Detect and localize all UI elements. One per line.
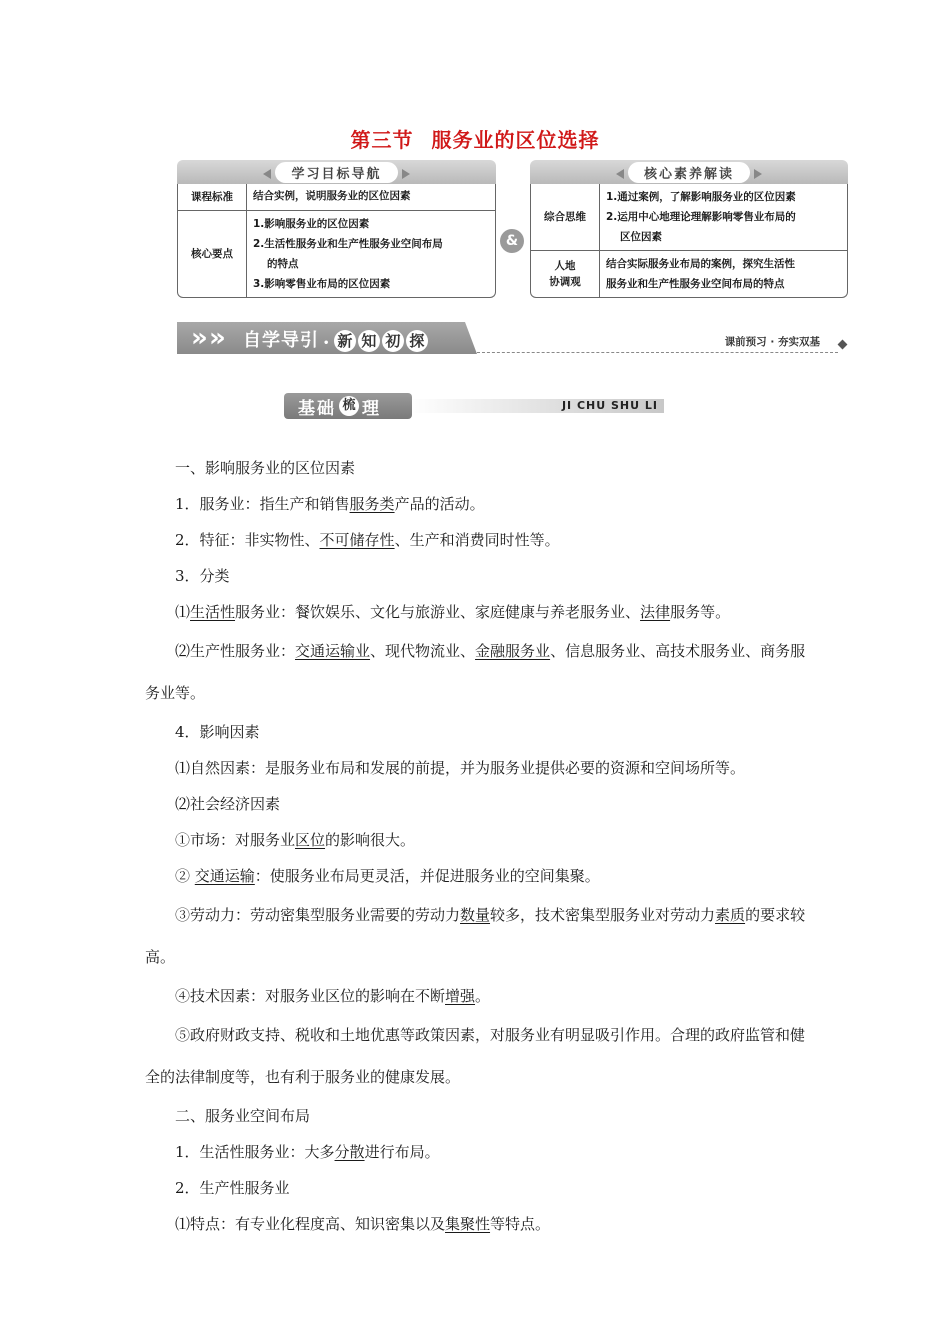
row-value: 结合实例，说明服务业的区位因素	[253, 190, 411, 202]
heading-2: 二、服务业空间布局	[175, 1107, 311, 1125]
section-banner	[177, 322, 848, 356]
core-literacy-table	[530, 184, 848, 298]
subsection-title: 基 础 梳 理	[284, 393, 412, 419]
row-key: 综合思维	[531, 184, 600, 250]
paragraph: ⑴生活性服务业：餐饮娱乐、文化与旅游业、家庭健康与养老服务业、法律服务等。	[175, 603, 731, 621]
arrow-right-icon	[754, 169, 762, 179]
page-title	[0, 124, 950, 153]
badge-char: 知	[358, 330, 380, 352]
paragraph: 2．特征：非实物性、不可储存性、生产和消费同时性等。	[175, 531, 560, 549]
paragraph: ⑴自然因素：是服务业布局和发展的前提，并为服务业提供必要的资源和空间场所等。	[175, 759, 746, 777]
diamond-icon	[838, 340, 848, 350]
arrow-left-icon	[263, 169, 271, 179]
learning-goals-table	[177, 184, 496, 298]
table-row	[178, 184, 495, 210]
section-title: 服务业的区位选择	[431, 128, 600, 152]
paragraph: ⑤政府财政支持、税收和土地优惠等政策因素，对服务业有明显吸引作用。合理的政府监管和健全的法律制度等，也有利于服务业的健康发展。	[145, 1026, 806, 1086]
table-row	[531, 184, 847, 250]
core-literacy-panel	[530, 160, 848, 298]
badge-char: 初	[382, 330, 404, 352]
table-row	[531, 250, 847, 297]
badge-char: 新	[334, 330, 356, 352]
core-literacy-header	[530, 160, 848, 184]
paragraph: ⑵生产性服务业：交通运输业、现代物流业、金融服务业、信息服务业、高技术服务业、商务服务业等。	[145, 642, 806, 702]
learning-goals-title: 学习目标导航	[275, 162, 397, 183]
ampersand-icon: &	[500, 229, 524, 253]
learning-goals-header	[177, 160, 496, 184]
paragraph: 4．影响因素	[175, 723, 260, 741]
badge-char: 梳	[339, 396, 359, 416]
paragraph: 3．分类	[175, 567, 230, 585]
paragraph: ④技术因素：对服务业区位的影响在不断增强。	[175, 987, 491, 1005]
table-row	[178, 210, 495, 297]
paragraph: ⑴特点：有专业化程度高、知识密集以及集聚性等特点。	[175, 1215, 551, 1233]
row-value: 1.影响服务业的区位因素 2.生活性服务业和生产性服务业空间布局 的特点 3.影响零售业布局的区位因素	[253, 218, 443, 290]
subsection-banner	[284, 393, 664, 419]
paragraph: ② 交通运输：使服务业布局更灵活，并促进服务业的空间集聚。	[175, 867, 600, 885]
paragraph: 1．服务业：指生产和销售服务类产品的活动。	[175, 495, 485, 513]
row-key: 核心要点	[178, 211, 247, 297]
row-key: 课程标准	[178, 184, 247, 210]
section-number: 第三节	[350, 128, 414, 152]
paragraph: ⑵社会经济因素	[175, 795, 281, 813]
row-key: 人地 协调观	[531, 251, 600, 297]
banner-title: 自学导引 • 新 知 初 探	[243, 326, 430, 352]
dashed-divider	[477, 352, 838, 353]
paragraph: ①市场：对服务业区位的影响很大。	[175, 831, 416, 849]
arrow-right-icon	[402, 169, 410, 179]
paragraph: 2．生产性服务业	[175, 1179, 290, 1197]
arrow-left-icon	[616, 169, 624, 179]
subsection-pinyin: JI CHU SHU LI	[561, 399, 658, 412]
row-value: 结合实际服务业布局的案例，探究生活性 服务业和生产性服务业空间布局的特点	[606, 258, 795, 290]
badge-char: 探	[406, 330, 428, 352]
learning-goals-panel	[177, 160, 496, 298]
chevron-right-icon: »	[191, 323, 208, 353]
row-value: 1.通过案例，了解影响服务业的区位因素 2.运用中心地理论理解影响零售业布局的 区位因素	[606, 191, 796, 243]
document-body	[145, 450, 817, 1242]
paragraph: ③劳动力：劳动密集型服务业需要的劳动力数量较多，技术密集型服务业对劳动力素质的要求较高。	[145, 906, 806, 966]
chevron-right-icon: »	[209, 323, 226, 353]
banner-subtitle: 课前预习 · 夯实双基	[724, 336, 820, 348]
paragraph: 1．生活性服务业：大多分散进行布局。	[175, 1143, 440, 1161]
core-literacy-title: 核心素养解读	[628, 162, 750, 183]
heading-1: 一、影响服务业的区位因素	[175, 459, 356, 477]
